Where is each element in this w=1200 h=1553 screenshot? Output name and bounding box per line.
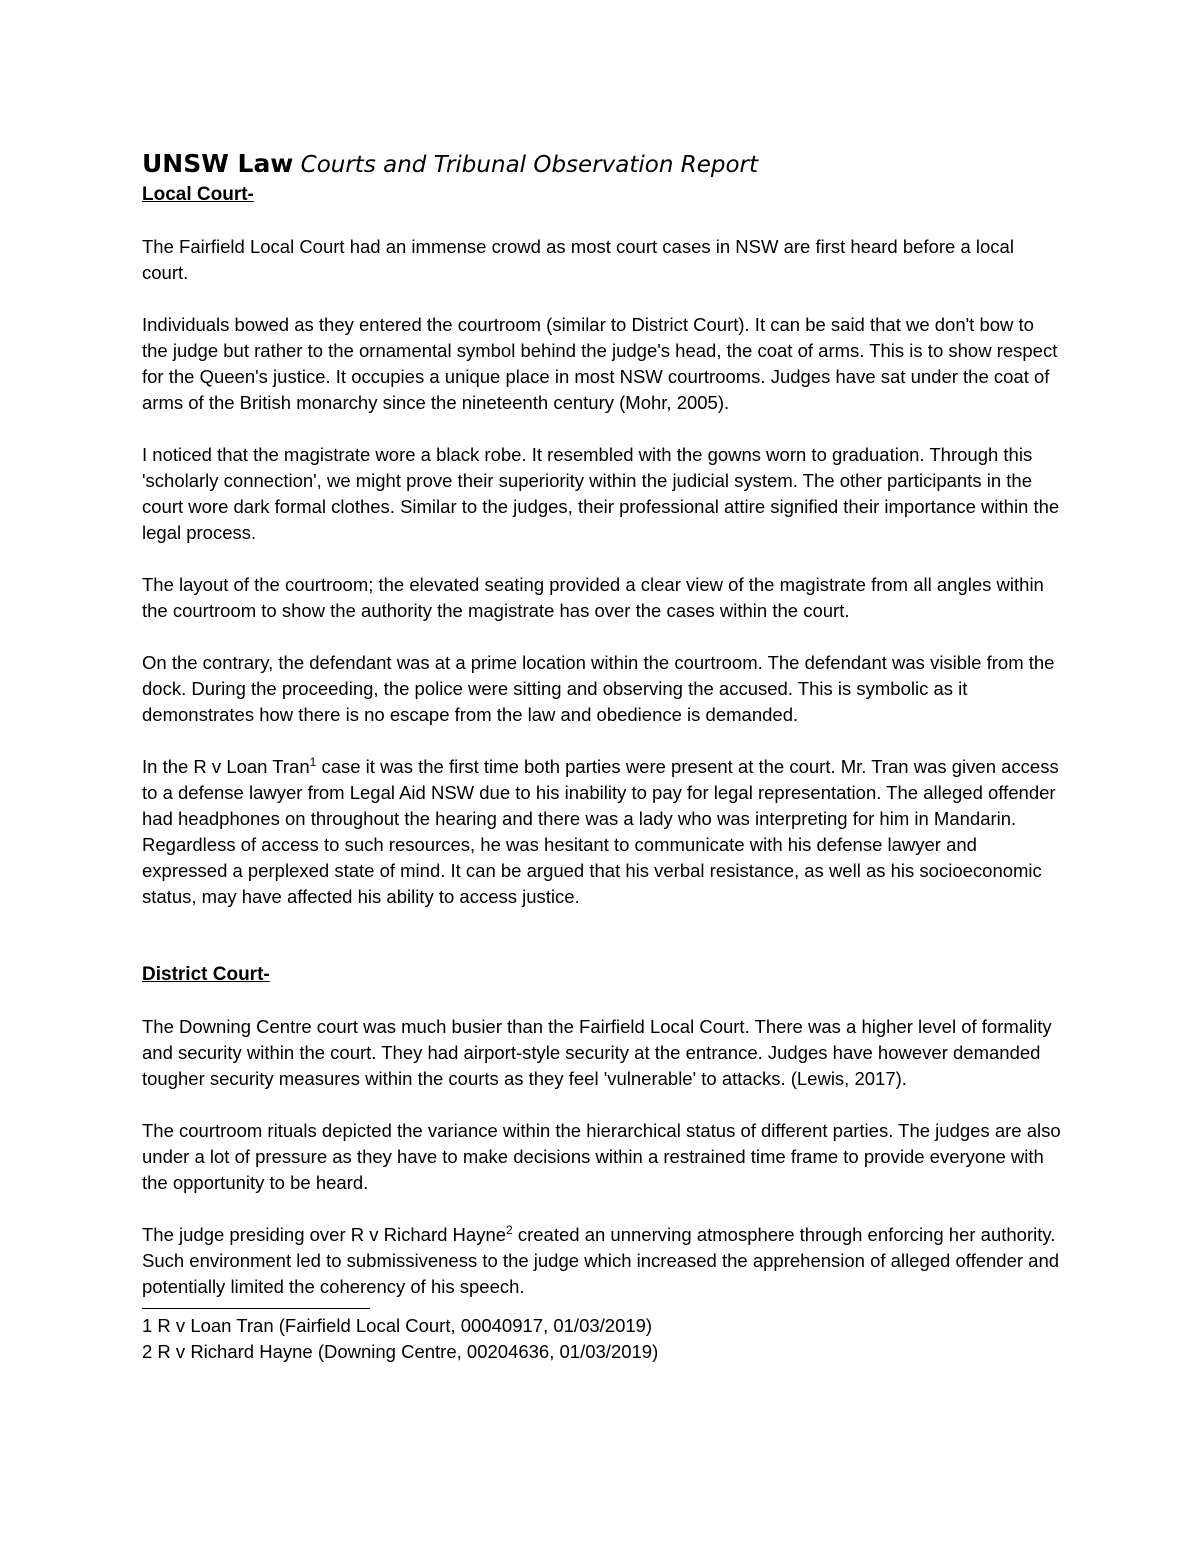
local-court-paragraph-3: I noticed that the magistrate wore a black robe. It resembled with the gowns worn to graduation. Through this 'scholarly connection', we might prove their superiority within the judicial system. The other participants in the court wore dark formal clothes. Similar to the judges, their professional attire signified their importance within the legal process. [142,444,1060,543]
hayne-text-after: created an unnerving atmosphere through enforcing her authority. Such environment led to submissiveness to the judge which increased the apprehension of alleged offender and potentially limited the coherency of his speech. [142,1224,1060,1297]
footnote-1: 1 R v Loan Tran (Fairfield Local Court, 00040917, 01/03/2019) [142,1315,653,1336]
local-court-paragraph-2: Individuals bowed as they entered the courtroom (similar to District Court). It can be said that we don't bow to the judge but rather to the ornamental symbol behind the judge's head, the coat of arms. This is to show respect for the Queen's justice. It occupies a unique place in most NSW courtrooms. Judges have sat under the coat of arms of the British monarchy since the nineteenth century (Mohr, 2005). [142,314,1058,413]
footnotes [142,1313,1062,1365]
district-court-heading: District Court- [142,964,270,985]
local-court-heading: Local Court- [142,184,254,205]
tran-text-before: In the R v Loan Tran [142,756,310,777]
document-page [142,146,1062,1365]
footnote-divider [142,1308,370,1309]
local-court-paragraph-4: The layout of the courtroom; the elevated seating provided a clear view of the magistrate from all angles within the courtroom to show the authority the magistrate has over the cases within the court. [142,574,1044,621]
footnote-ref-2[interactable]: 2 [506,1223,513,1237]
document-title [142,146,1062,182]
hayne-text-before: The judge presiding over R v Richard Hayne [142,1224,507,1245]
footnote-ref-1[interactable]: 1 [309,755,317,769]
local-court-tran-paragraph [142,754,1062,910]
local-court-paragraph-1: The Fairfield Local Court had an immense crowd as most court cases in NSW are first heard before a local court. [142,236,1014,283]
footnote-2: 2 R v Richard Hayne (Downing Centre, 00204636, 01/03/2019) [142,1341,659,1362]
local-court-paragraph-5: On the contrary, the defendant was at a prime location within the courtroom. The defendant was visible from the dock. During the proceeding, the police were sitting and observing the accused. This is symbolic as it demonstrates how there is no escape from the law and obedience is demanded. [142,652,1055,725]
district-court-paragraph-2: The courtroom rituals depicted the variance within the hierarchical status of different parties. The judges are also under a lot of pressure as they have to make decisions within a restrained time frame to provide everyone with the opportunity to be heard. [142,1120,1061,1193]
title-report-name: Courts and Tribunal Observation Report [300,152,759,178]
district-court-hayne-paragraph [142,1222,1062,1300]
district-court-paragraph-1: The Downing Centre court was much busier than the Fairfield Local Court. There was a higher level of formality and security within the court. They had airport-style security at the entrance. Judges have however demanded tougher security measures within the courts as they feel 'vulnerable' to attacks. (Lewis, 2017). [142,1016,1052,1089]
tran-text-after: case it was the first time both parties were present at the court. Mr. Tran was given access to a defense lawyer from Legal Aid NSW due to his inability to pay for legal representation. The alleged offender had headphones on throughout the hearing and there was a lady who was interpreting for him in Mandarin. Regardless of access to such resources, he was hesitant to communicate with his defense lawyer and expressed a perplexed state of mind. It can be argued that his verbal resistance, as well as his socioeconomic status, may have affected his ability to access justice. [142,756,1059,907]
title-institution: UNSW Law [142,149,294,178]
